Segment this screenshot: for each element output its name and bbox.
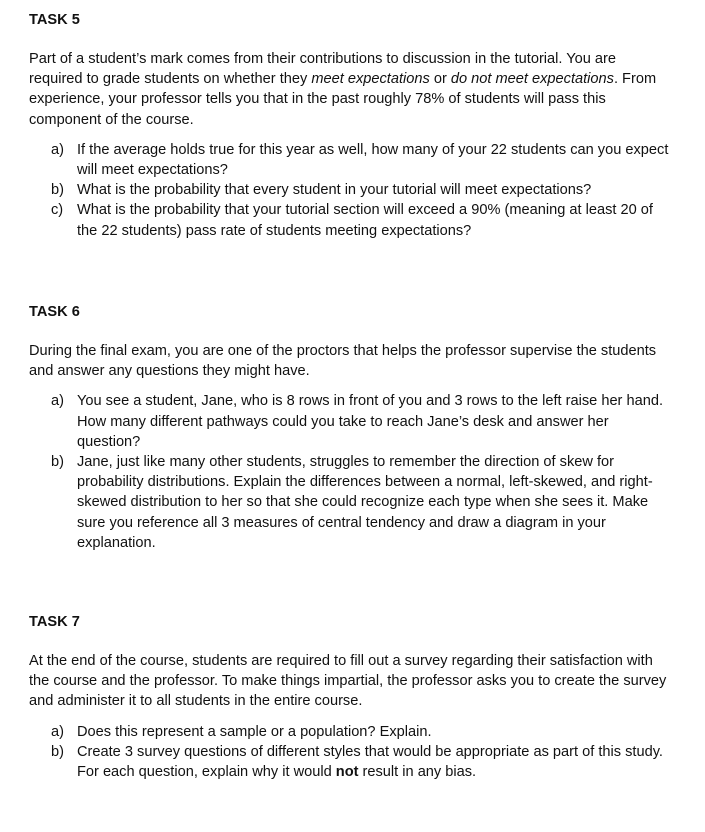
task-7-title: TASK 7 — [29, 614, 80, 630]
task-5-intro-emphasis-1: meet expectations — [311, 71, 430, 88]
question-marker: c) — [51, 202, 64, 219]
task-7-intro: At the end of the course, students are required to fill out a survey regarding their satisfaction with the course and the professor. To make things impartial, the professor asks you to create the survey and administer it to all students in the entire course. — [29, 653, 667, 710]
task-7-question-b — [29, 742, 669, 782]
question-text: Does this represent a sample or a population? Explain. — [77, 723, 432, 740]
task-6-question-b — [29, 452, 669, 553]
task-5-intro-emphasis-2: do not meet expectations — [450, 71, 614, 88]
question-marker: a) — [51, 723, 64, 740]
question-marker: b) — [51, 454, 64, 471]
task-6-section — [29, 302, 669, 553]
task-6-question-a — [29, 391, 669, 452]
question-marker: b) — [51, 182, 64, 199]
task-7-section — [29, 612, 669, 782]
task-7-question-list — [29, 722, 669, 783]
task-5-question-b — [29, 180, 669, 200]
task-5-question-a — [29, 140, 669, 180]
question-text-bold: not — [335, 764, 359, 781]
task-5-question-c — [29, 200, 669, 240]
task-5-title: TASK 5 — [29, 12, 80, 28]
task-6-title: TASK 6 — [29, 304, 80, 320]
task-5-intro-part2: or — [429, 71, 451, 88]
task-6-question-list — [29, 391, 669, 553]
task-7-question-a — [29, 722, 669, 742]
task-5-question-list — [29, 140, 669, 241]
question-text: Jane, just like many other students, struggles to remember the direction of skew for probability distributions. Explain the differences between a normal, left-skewed, and right-skewed distribution to her so that she could recognize each type when she sees it. Make sure you reference all 3 measures of central tendency and draw a diagram in your explanation. — [77, 454, 653, 551]
task-5-intro-part1: Part of a student’s mark comes from their contributions to discussion in the tutorial. You are required to grade students on whether they — [29, 51, 617, 88]
question-text-before: Create 3 survey questions of different styles that would be appropriate as part of this study. For each question, explain why it would — [77, 743, 663, 781]
question-text: What is the probability that every student in your tutorial will meet expectations? — [77, 182, 592, 199]
question-text-after: result in any bias. — [358, 764, 477, 781]
question-text: What is the probability that your tutorial section will exceed a 90% (meaning at least 20 of the 22 students) pass rate of students meeting expectations? — [77, 202, 653, 239]
question-marker: b) — [51, 743, 64, 760]
question-text: You see a student, Jane, who is 8 rows in front of you and 3 rows to the left raise her hand. How many different pathways could you take to reach Jane’s desk and answer her question? — [77, 393, 663, 450]
question-text — [77, 744, 663, 780]
question-marker: a) — [51, 141, 64, 158]
task-6-intro: During the final exam, you are one of the proctors that helps the professor supervise the students and answer any questions they might have. — [29, 343, 657, 380]
question-marker: a) — [51, 393, 64, 410]
task-5-intro-part3: . From experience, your professor tells you that in the past roughly 78% of students will pass this component of the course. — [29, 71, 657, 128]
task-5-intro — [29, 49, 669, 130]
question-text: If the average holds true for this year as well, how many of your 22 students can you expect will meet expectations? — [77, 141, 669, 179]
task-5-section — [29, 10, 669, 241]
